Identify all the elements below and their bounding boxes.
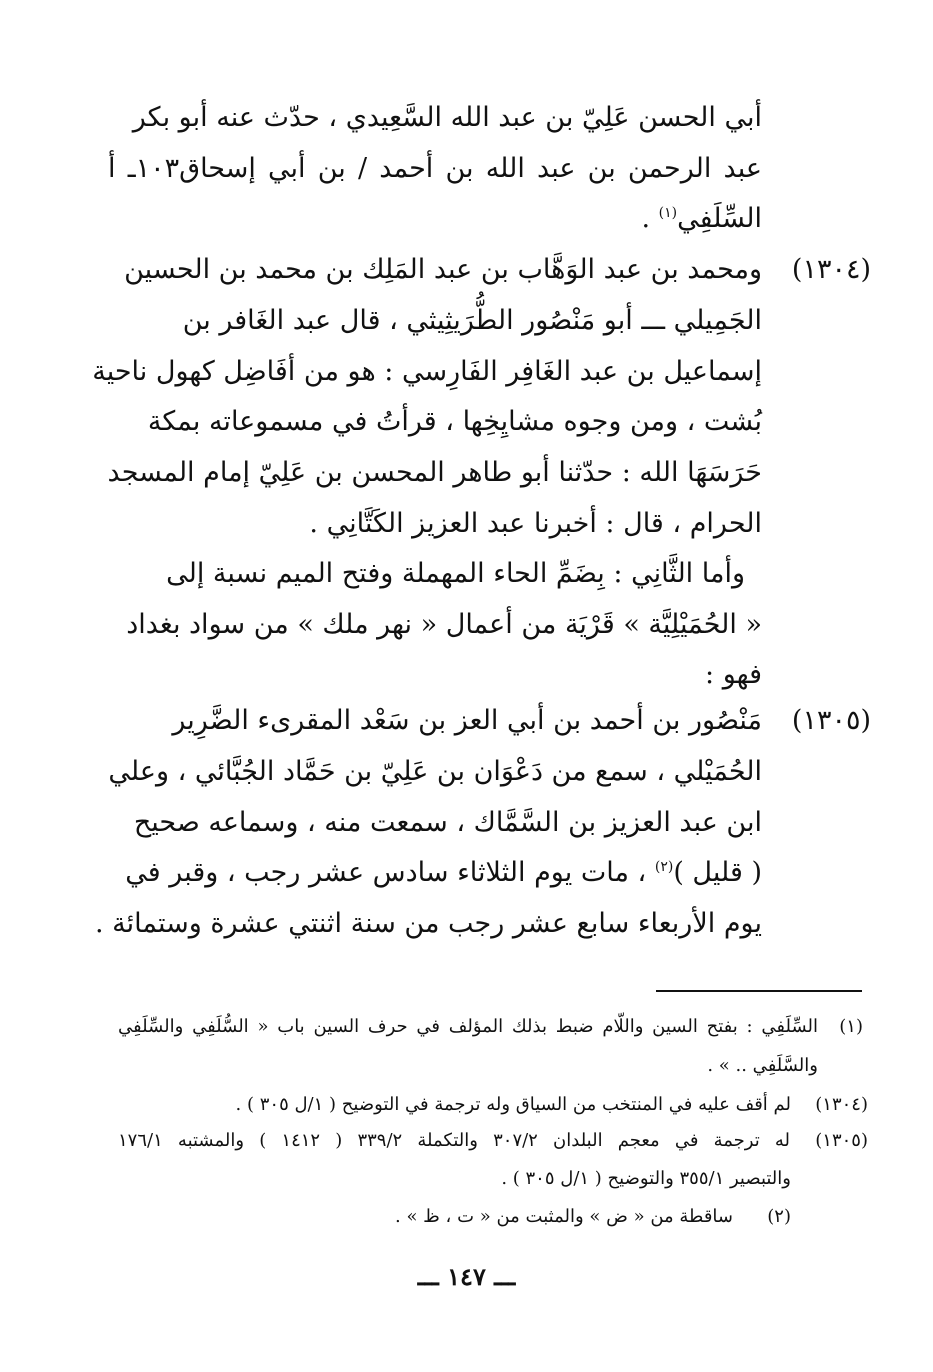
- entry-1304-line-3: إسماعيل بن عبد الغَافِر الفَارِسي : هو من أفَاضِل كهول ناحية: [92, 356, 762, 387]
- footnote-marker-1304: (١٣٠٤): [815, 1094, 868, 1115]
- entry-1304-line-4: بُشت ، ومن وجوه مشايِخِها ، قرأتُ في مسموعاته بمكة: [147, 406, 762, 437]
- footnote-1305-line-1: له ترجمة في معجم البلدان ٣٠٧/٢ والتكملة ٣٣٩/٢ ( ١٤١٢ ) والمشتبه ١٧٦/١: [118, 1130, 791, 1151]
- entry-1305-line-3: ابن عبد العزيز بن السَّمَّاك ، سمعت منه ، وسماعه صحيح: [133, 807, 762, 838]
- entry-1305-qalil: ( قليل ): [673, 857, 762, 888]
- footnote-1-line-2: والسَّلَفِي .. » .: [707, 1055, 818, 1076]
- entry-number-1304: (١٣٠٤): [791, 254, 871, 285]
- intro-line-3-end: .: [641, 203, 659, 234]
- entry-1304-line-2: الجَمِيلي ـــ أبو مَنْصُور الطُّرَيثِيثي ، قال عبد الغَافر بن: [182, 305, 762, 336]
- intro-line-1: أبي الحسن عَلِيّ بن عبد الله السَّعِيدي ، حدّث عنه أبو بكر: [132, 102, 762, 133]
- footnote-1304-text: لم أقف عليه في المنتخب من السياق وله ترجمة في التوضيح ( ١/ل ٣٠٥ ) .: [235, 1094, 791, 1115]
- footnote-2-text: ساقطة من « ض » والمثبت من « ت ، ظ » .: [395, 1206, 733, 1227]
- footnote-separator: [656, 990, 862, 992]
- second-part-line-1: وأما الثَّانِي : بِضَمِّ الحاء المهملة وفتح الميم نسبة إلى: [166, 558, 745, 589]
- second-part-line-2: « الحُمَيْلِيَّة » قَرْيَة من أعمال « نهر ملك » من سواد بغداد: [126, 609, 762, 640]
- footnote-marker-2: (٢): [767, 1206, 791, 1227]
- footnote-marker-1305: (١٣٠٥): [815, 1130, 868, 1151]
- intro-line-3-text: السِّلَفِي: [677, 203, 762, 234]
- footnote-1305-line-2: والتبصير ٣٥٥/١ والتوضيح ( ١/ل ٣٠٥ ) .: [501, 1168, 791, 1189]
- page-number: ـــ ١٤٧ ـــ: [417, 1262, 516, 1291]
- entry-1305-line-4: [125, 853, 762, 893]
- entry-number-1305: (١٣٠٥): [791, 705, 871, 736]
- entry-1304-line-6: الحرام ، قال : أخبرنا عبد العزيز الكَتَّانِي .: [309, 508, 762, 539]
- footnote-ref-2[interactable]: (٢): [654, 859, 674, 875]
- intro-line-2: عبد الرحمن بن عبد الله بن أحمد / بن أبي إسحاق١٠٣ـ أ: [108, 153, 762, 184]
- footnote-1-line-1: السِّلَفِي : بفتح السين واللّام ضبط بذلك المؤلف في حرف السين باب « السُّلَفِي والسِّلَفِي: [118, 1016, 818, 1037]
- footnote-marker-1: (١): [839, 1016, 863, 1037]
- footnote-ref-1[interactable]: (١): [658, 205, 678, 221]
- entry-1305-line-4-rest: ، مات يوم الثلاثاء سادس عشر رجب ، وقبر في: [125, 857, 655, 888]
- entry-1305-line-5: يوم الأربعاء سابع عشر رجب من سنة اثنتي عشرة وستمائة .: [94, 908, 762, 939]
- second-part-line-3: فهو :: [705, 659, 762, 690]
- intro-line-3: [641, 199, 762, 239]
- entry-1305-line-2: الحُمَيْلي ، سمع من دَعْوَان بن عَلِيّ بن حَمَّاد الجُبَّائي ، وعلي: [108, 756, 762, 787]
- entry-1304-line-1: ومحمد بن عبد الوَهَّاب بن عبد المَلِك بن محمد بن الحسين: [124, 254, 762, 285]
- entry-1304-line-5: حَرَسَهَا الله : حدّثنا أبو طاهر المحسن بن عَلِيّ إمام المسجد: [107, 457, 762, 488]
- entry-1305-line-1: مَنْصُور بن أحمد بن أبي العز بن سَعْد المقرىء الضَّرِير: [172, 705, 762, 736]
